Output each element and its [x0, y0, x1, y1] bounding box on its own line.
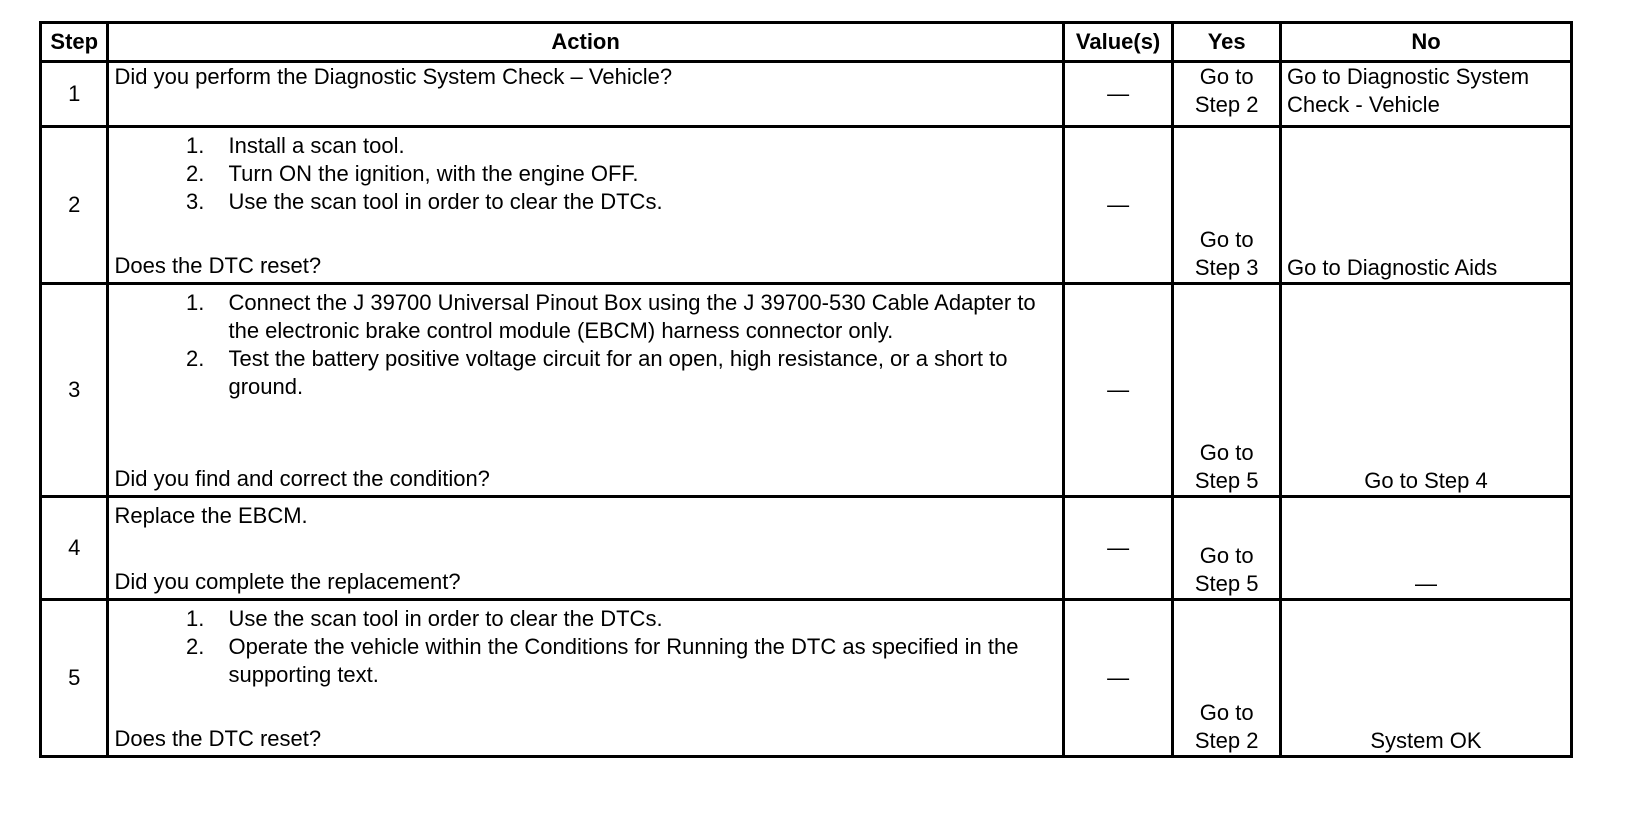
value-cell: — — [1063, 284, 1173, 497]
step-number: 1 — [41, 62, 108, 127]
action-statement: Replace the EBCM. — [114, 503, 308, 528]
header-row — [41, 23, 1572, 62]
table-row — [41, 62, 1572, 127]
header-yes: Yes — [1173, 23, 1281, 62]
table-row — [41, 600, 1572, 757]
action-question: Did you perform the Diagnostic System Check – Vehicle? — [114, 64, 673, 89]
action-steps-list — [114, 289, 1056, 401]
list-item: 1. Use the scan tool in order to clear the DTCs. — [210, 605, 1056, 633]
action-question: Does the DTC reset? — [114, 253, 322, 278]
step-number: 2 — [41, 127, 108, 284]
list-item: 2. Test the battery positive voltage circuit for an open, high resistance, or a short to ground. — [210, 345, 1056, 401]
step-number: 3 — [41, 284, 108, 497]
list-item: 1. Install a scan tool. — [210, 132, 1056, 160]
no-cell: Go to Diagnostic System Check - Vehicle — [1280, 62, 1571, 127]
table-row — [41, 497, 1572, 600]
yes-cell: Go to Step 3 — [1173, 127, 1281, 284]
value-cell: — — [1063, 127, 1173, 284]
yes-cell: Go to Step 5 — [1173, 497, 1281, 600]
step-number: 5 — [41, 600, 108, 757]
header-no: No — [1280, 23, 1571, 62]
no-cell: System OK — [1280, 600, 1571, 757]
list-item: 3. Use the scan tool in order to clear the DTCs. — [210, 188, 1056, 216]
action-steps-list — [114, 132, 1056, 216]
action-question: Did you complete the replacement? — [114, 569, 461, 594]
diagnostic-table — [39, 21, 1573, 758]
action-steps-list — [114, 605, 1056, 689]
yes-cell: Go to Step 2 — [1173, 62, 1281, 127]
header-step: Step — [41, 23, 108, 62]
action-question: Does the DTC reset? — [114, 726, 322, 751]
step-number: 4 — [41, 497, 108, 600]
list-item: 1. Connect the J 39700 Universal Pinout Box using the J 39700-530 Cable Adapter to the electronic brake control module (EBCM) harness connector only. — [210, 289, 1056, 345]
value-cell: — — [1063, 600, 1173, 757]
no-cell: Go to Diagnostic Aids — [1280, 127, 1571, 284]
no-cell: — — [1280, 497, 1571, 600]
action-cell — [108, 600, 1063, 757]
value-cell: — — [1063, 497, 1173, 600]
header-action: Action — [108, 23, 1063, 62]
header-values: Value(s) — [1063, 23, 1173, 62]
yes-cell: Go to Step 2 — [1173, 600, 1281, 757]
action-cell — [108, 284, 1063, 497]
list-item: 2. Operate the vehicle within the Conditions for Running the DTC as specified in the supporting text. — [210, 633, 1056, 689]
list-item: 2. Turn ON the ignition, with the engine OFF. — [210, 160, 1056, 188]
action-cell — [108, 127, 1063, 284]
action-question: Did you find and correct the condition? — [114, 466, 490, 491]
value-cell: — — [1063, 62, 1173, 127]
table-row — [41, 284, 1572, 497]
table-row — [41, 127, 1572, 284]
action-cell — [108, 62, 1063, 127]
action-cell — [108, 497, 1063, 600]
yes-cell: Go to Step 5 — [1173, 284, 1281, 497]
no-cell: Go to Step 4 — [1280, 284, 1571, 497]
